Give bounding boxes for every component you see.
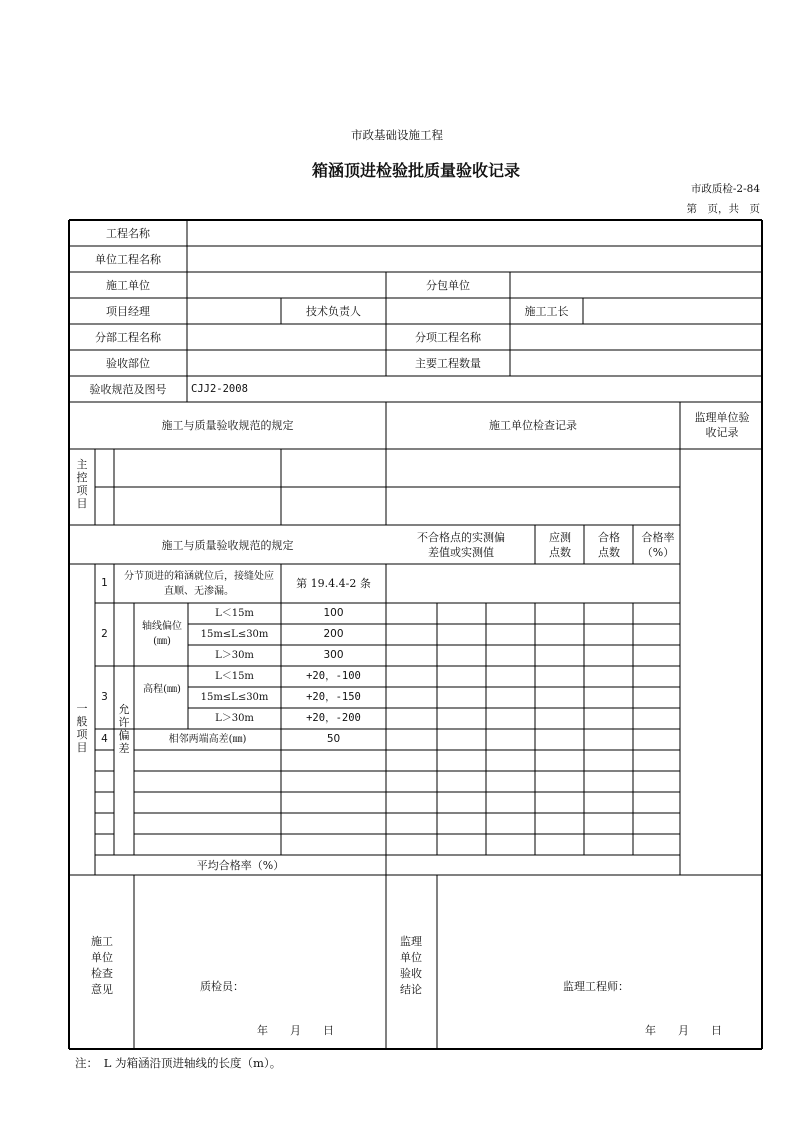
allowable-deviation-label: 允许偏差 [118,703,130,755]
general-header-rate: 合格率（%） [641,531,675,559]
item3-number: 3 [101,691,108,703]
value-cell: 100 [323,607,344,619]
item1-text: 分节顶进的箱涵就位后，接缝处应直顺、无渗漏。 [124,571,274,597]
value-cell: +20，-200 [306,712,361,724]
range-cell: L＞30m [215,650,254,661]
supervision-conclusion-label: 监理单位验收结论 [400,935,422,996]
label-construction-unit: 施工单位 [106,279,150,292]
value-cell: +20，-150 [306,691,361,703]
page-info: 第 页，共 页 [686,203,760,215]
label-acceptance-part: 验收部位 [106,357,150,370]
inspector-label: 质检员： [200,980,244,993]
main-header-rule: 施工与质量验收规范的规定 [161,419,294,432]
general-header-pass: 合格点数 [598,531,620,559]
supervisor-label: 监理工程师： [563,980,629,993]
label-subitem-name: 分项工程名称 [415,331,481,344]
label-technical-lead: 技术负责人 [306,305,361,318]
label-subcontractor: 分包单位 [426,279,470,292]
item2-name: 轴线偏位(㎜) [142,621,182,647]
construction-opinion-label: 施工单位检查意见 [91,935,113,996]
general-header-rule: 施工与质量验收规范的规定 [161,539,294,552]
item4-number: 4 [101,733,108,745]
value-cell: 300 [323,649,344,661]
range-cell: L＜15m [215,608,254,619]
value-cell: +20，-100 [306,670,361,682]
label-division-name: 分部工程名称 [95,331,161,344]
date-left: 年 月 日 [257,1024,334,1037]
form-code: 市政质检-2-84 [690,183,760,195]
average-pass-rate: 平均合格率（%） [196,859,285,872]
range-cell: 15m≤L≤30m [200,692,269,703]
label-spec: 验收规范及图号 [89,383,167,396]
range-cell: L＞30m [215,713,254,724]
label-project-manager: 项目经理 [106,305,150,318]
label-project-name: 工程名称 [106,227,150,240]
item2-number: 2 [101,628,108,640]
range-cell: 15m≤L≤30m [200,629,269,640]
general-header-fail: 不合格点的实测偏差值或实测值 [417,531,505,559]
spec-value: CJJ2-2008 [191,383,248,395]
date-right: 年 月 日 [645,1024,722,1037]
item4-name: 相邻两端高差(㎜) [168,734,247,745]
general-label: 一般项目 [76,702,88,754]
main-header-supervisor: 监理单位验收记录 [694,411,750,439]
footnote: 注： L 为箱涵沿顶进轴线的长度（m）。 [75,1056,282,1070]
item1-clause: 第 19.4.4-2 条 [296,577,371,590]
value-cell: 200 [323,628,344,640]
main-header-check: 施工单位检查记录 [489,419,577,432]
item3-name: 高程(㎜) [143,684,181,695]
label-unit-project-name: 单位工程名称 [95,253,161,266]
document-title: 箱涵顶进检验批质量验收记录 [311,161,520,180]
label-main-quantity: 主要工程数量 [415,357,481,370]
item1-number: 1 [101,577,108,589]
item4-value: 50 [326,733,341,745]
general-header-points: 应测点数 [549,531,571,559]
document-subtitle: 市政基础设施工程 [351,128,443,142]
range-cell: L＜15m [215,671,254,682]
main-control-label: 主控项目 [76,458,88,510]
label-site-foreman: 施工工长 [524,305,569,318]
